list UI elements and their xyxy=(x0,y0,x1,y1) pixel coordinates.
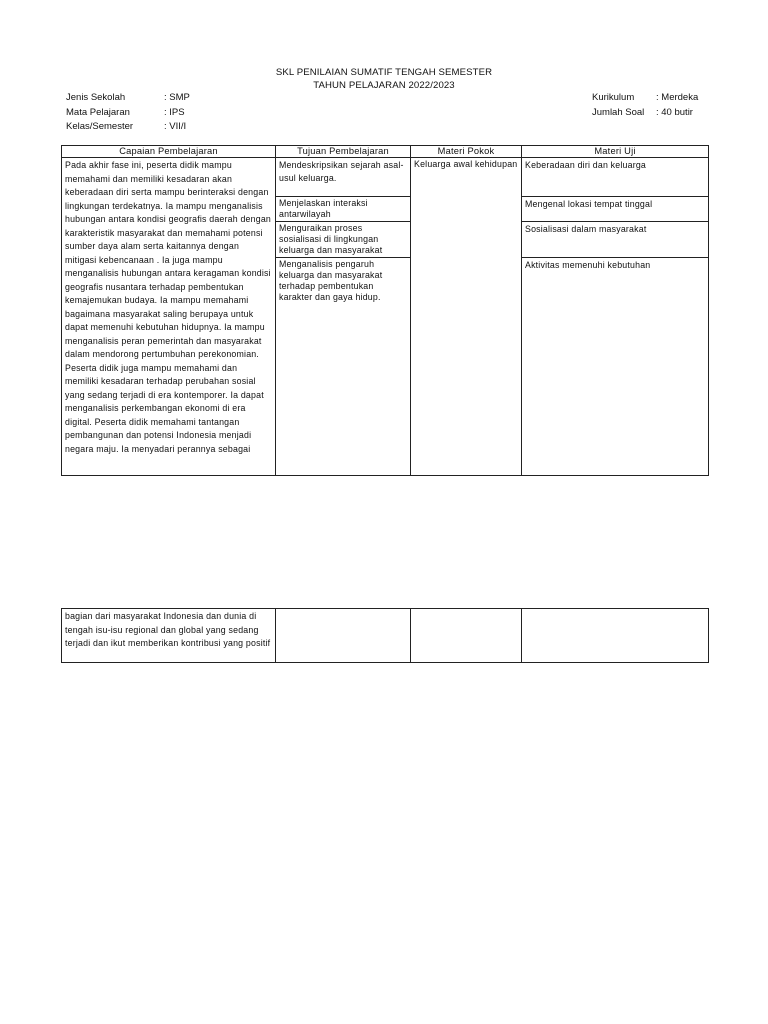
info-row-kelas-semester xyxy=(66,120,190,135)
info-value: : IPS xyxy=(164,106,185,118)
document-subtitle: TAHUN PELAJARAN 2022/2023 xyxy=(313,80,455,91)
header-capaian: Capaian Pembelajaran xyxy=(62,146,276,158)
info-row-mata-pelajaran xyxy=(66,106,190,121)
materi-uji-cell-3: Sosialisasi dalam masyarakat xyxy=(522,222,709,258)
materi-uji-cell-2: Mengenal lokasi tempat tinggal xyxy=(522,197,709,222)
materi-uji-cell-1: Keberadaan diri dan keluarga xyxy=(522,158,709,197)
skl-table xyxy=(61,145,709,476)
info-left xyxy=(66,91,190,135)
info-value: : 40 butir xyxy=(656,106,693,118)
empty-cell xyxy=(522,609,709,663)
table-header-row xyxy=(62,146,709,158)
info-row-kurikulum xyxy=(592,91,698,106)
info-value: : Merdeka xyxy=(656,92,699,103)
info-key: Jenis Sekolah xyxy=(66,92,126,103)
info-key: Mata Pelajaran xyxy=(66,106,130,118)
materi-uji-cell-4: Aktivitas memenuhi kebutuhan xyxy=(522,258,709,476)
tujuan-cell-3: Menguraikan proses sosialisasi di lingkungan keluarga dan masyarakat xyxy=(276,222,411,258)
info-row-jumlah-soal xyxy=(592,106,698,121)
empty-cell xyxy=(276,609,411,663)
capaian-cell-continued: bagian dari masyarakat Indonesia dan dunia di tengah isu-isu regional dan global yang sedang terjadi dan ikut memberikan kontribusi yang positif xyxy=(62,609,276,663)
info-value: : VII/I xyxy=(164,121,187,132)
tujuan-cell-1: Mendeskripsikan sejarah asal-usul keluarga. xyxy=(276,158,411,197)
tujuan-cell-4: Menganalisis pengaruh keluarga dan masyarakat terhadap pembentukan karakter dan gaya hidup. xyxy=(276,258,411,476)
info-key: Kurikulum xyxy=(592,92,635,103)
header-tujuan: Tujuan Pembelajaran xyxy=(276,146,411,158)
info-value: : SMP xyxy=(164,92,190,103)
info-key: Kelas/Semester xyxy=(66,121,134,132)
info-right xyxy=(592,91,698,120)
table-row xyxy=(62,609,709,663)
info-key: Jumlah Soal xyxy=(592,106,645,118)
info-row-jenis-sekolah xyxy=(66,91,190,106)
skl-table-continued xyxy=(61,608,709,663)
empty-cell xyxy=(411,609,522,663)
header-materi-uji: Materi Uji xyxy=(522,146,709,158)
header-materi-pokok: Materi Pokok xyxy=(411,146,522,158)
tujuan-cell-2: Menjelaskan interaksi antarwilayah xyxy=(276,197,411,222)
table-row xyxy=(62,158,709,197)
document-title: SKL PENILAIAN SUMATIF TENGAH SEMESTER xyxy=(275,67,493,78)
materi-pokok-cell: Keluarga awal kehidupan xyxy=(411,158,522,476)
capaian-cell: Pada akhir fase ini, peserta didik mampu memahami dan memiliki kesadaran akan keberadaan diri serta mampu berinteraksi dengan lingkungan terdekatnya. Ia mampu menganalisis hubungan antara kondisi geografis daerah dengan karakteristik masyarakat dan memahami potensi sumber daya alam serta kaitannya dengan mitigasi kebencanaan . Ia juga mampu menganalisis hubungan antara keragaman kondisi geografis nusantara terhadap pembentukan kemajemukan budaya. Ia mampu memahami bagaimana masyarakat saling berupaya untuk dapat memenuhi kebutuhan hidupnya. Ia mampu menganalisis peran pemerintah dan masyarakat dalam mendorong pertumbuhan perekonomian. Peserta didik juga mampu memahami dan memiliki kesadaran terhadap perubahan sosial yang sedang terjadi di era kontemporer. Ia dapat menganalisis perkembangan ekonomi di era digital. Peserta didik memahami tantangan pembangunan dan potensi Indonesia menjadi negara maju. Ia menyadari perannya sebagai xyxy=(62,158,276,476)
